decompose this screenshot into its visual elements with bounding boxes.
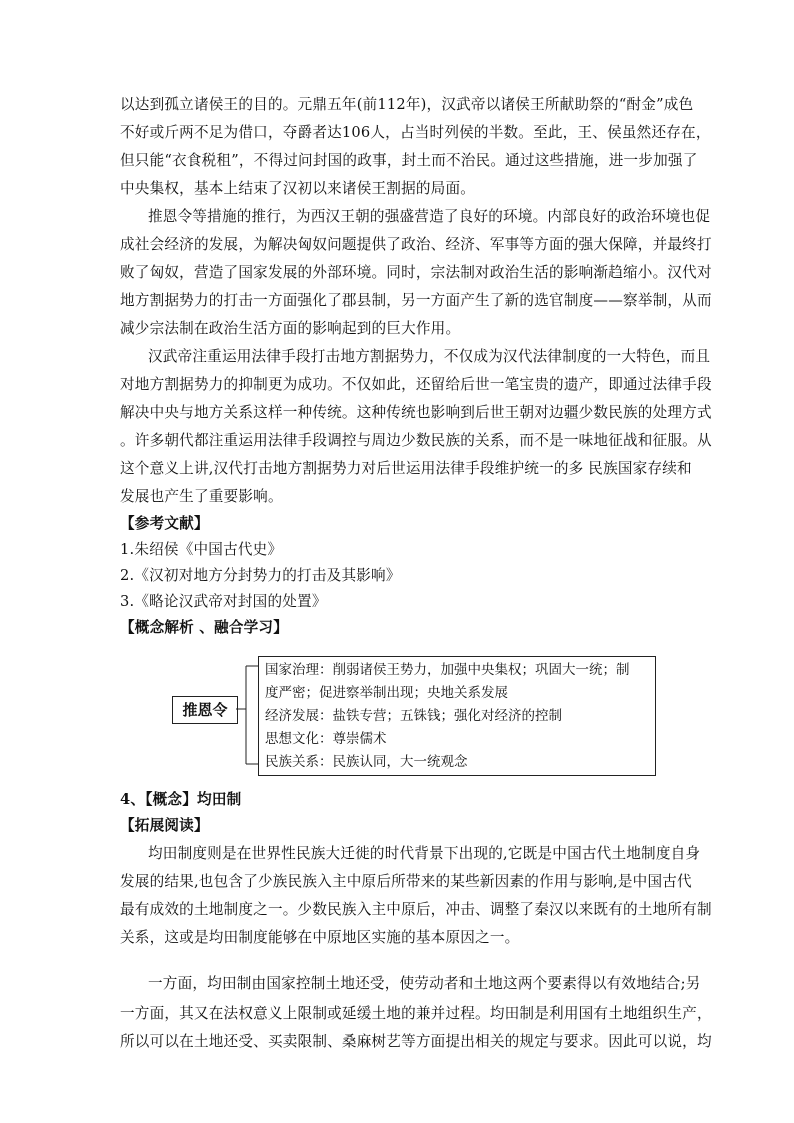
paragraph-line: 减少宗法制在政治生活方面的影响起到的巨大作用。 (120, 320, 461, 337)
diagram-line: 度严密；促进察举制出现；央地关系发展 (265, 685, 508, 701)
paragraph-line: 不好或斤两不足为借口，夺爵者达106人，占当时列侯的半数。至此，王、侯虽然还存在， (120, 124, 711, 141)
section-heading: 4、【概念】均田制 (120, 791, 242, 808)
paragraph-line: 关系，这或是均田制度能够在中原地区实施的基本原因之一。 (120, 929, 520, 946)
paragraph-line: 败了匈奴，营造了国家发展的外部环境。同时，宗法制对政治生活的影响渐趋缩小。汉代对 (120, 264, 712, 281)
paragraph-line: 地方割据势力的打击一方面强化了郡县制，另一方面产生了新的选官制度——察举制，从而 (120, 292, 712, 309)
section-subheading: 【拓展阅读】 (120, 817, 209, 834)
paragraph-line: 均田制度则是在世界性民族大迁徙的时代背景下出现的,它既是中国古代土地制度自身 (148, 845, 701, 862)
concept-diagram (172, 656, 662, 776)
diagram-line: 民族关系：民族认同，大一统观念 (265, 754, 468, 770)
references-heading: 【参考文献】 (120, 515, 209, 532)
reference-item: 2.《汉初对地方分封势力的打击及其影响》 (120, 567, 401, 584)
paragraph-line: 以达到孤立诸侯王的目的。元鼎五年(前112年)，汉武帝以诸侯王所献助祭的“酎金”成色 (120, 96, 694, 113)
reference-item: 1.朱绍侯《中国古代史》 (120, 541, 283, 558)
paragraph-line: 对地方割据势力的抑制更为成功。不仅如此，还留给后世一笔宝贵的遗产，即通过法律手段 (120, 376, 712, 393)
paragraph-line: 发展的结果,也包含了少族民族入主中原后所带来的某些新因素的作用与影响,是中国古代 (120, 873, 692, 890)
diagram-content-box (258, 656, 656, 776)
paragraph-line: 这个意义上讲,汉代打击地方割据势力对后世运用法律手段维护统一的多 民族国家存续和 (120, 460, 692, 477)
bracket-connector (236, 656, 260, 776)
reference-item: 3.《略论汉武帝对封国的处置》 (120, 593, 327, 610)
paragraph-line: 中央集权，基本上结束了汉初以来诸侯王割据的局面。 (120, 180, 476, 197)
concept-heading: 【概念解析 、融合学习】 (120, 619, 289, 636)
diagram-line: 国家治理：削弱诸侯王势力，加强中央集权；巩固大一统；制 (265, 662, 630, 678)
diagram-line: 经济发展：盐铁专营；五铢钱；强化对经济的控制 (265, 708, 562, 724)
paragraph-line: 但只能“衣食税租”，不得过问封国的政事，封土而不治民。通过这些措施，进一步加强了 (120, 152, 698, 169)
diagram-line: 思想文化：尊崇儒术 (265, 731, 387, 747)
paragraph-line: 所以可以在土地还受、买卖限制、桑麻树艺等方面提出相关的规定与要求。因此可以说，均 (120, 1033, 712, 1050)
paragraph-line: 解决中央与地方关系这样一种传统。这种传统也影响到后世王朝对边疆少数民族的处理方式 (120, 404, 712, 421)
paragraph-line: 一方面，其又在法权意义上限制或延缓土地的兼并过程。均田制是利用国有土地组织生产， (120, 1005, 712, 1022)
paragraph-line: 一方面，均田制由国家控制土地还受，使劳动者和土地这两个要素得以有效地结合;另 (148, 975, 701, 992)
paragraph-line: 最有成效的土地制度之一。少数民族入主中原后，冲击、调整了秦汉以来既有的土地所有制 (120, 901, 712, 918)
paragraph-line: 发展也产生了重要影响。 (120, 488, 283, 505)
paragraph-line: 。许多朝代都注重运用法律手段调控与周边少数民族的关系，而不是一味地征战和征服。从 (120, 432, 712, 449)
paragraph-line: 汉武帝注重运用法律手段打击地方割据势力，不仅成为汉代法律制度的一大特色，而且 (148, 348, 711, 365)
paragraph-line: 推恩令等措施的推行，为西汉王朝的强盛营造了良好的环境。内部良好的政治环境也促 (148, 208, 711, 225)
paragraph-line: 成社会经济的发展，为解决匈奴问题提供了政治、经济、军事等方面的强大保障，并最终打 (120, 236, 712, 253)
diagram-title: 推恩令 (172, 696, 238, 724)
